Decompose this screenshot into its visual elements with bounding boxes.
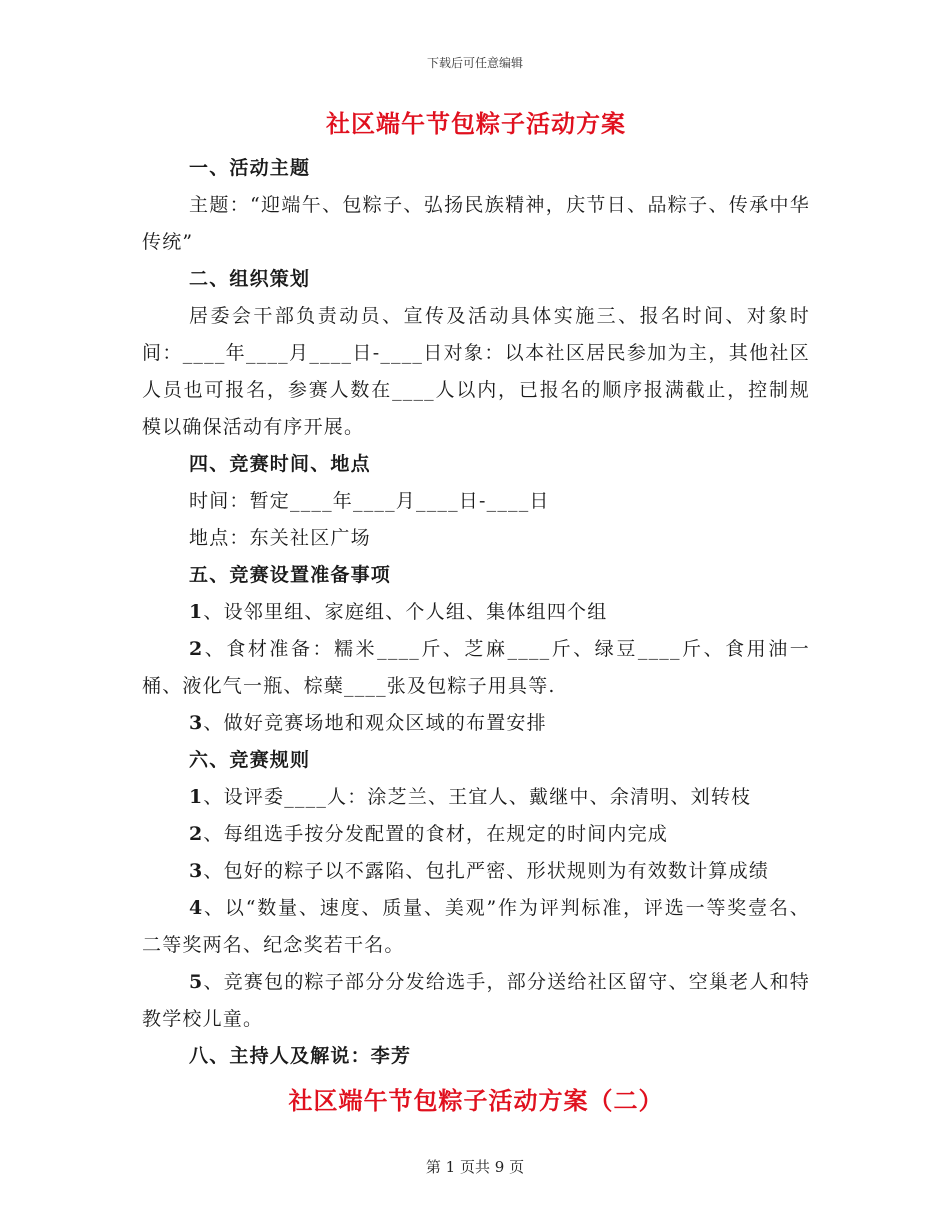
- item-number: 4: [189, 897, 204, 919]
- section-6-item-5: [142, 964, 810, 1038]
- item-text: 、食材准备：糯米____斤、芝麻____斤、绿豆____斤、食用油一桶、液化气一瓶、棕蘖____张及包粽子用具等.: [142, 638, 810, 697]
- item-number: 5: [189, 971, 204, 993]
- section-5-heading: 五、竞赛设置准备事项: [189, 564, 392, 586]
- section-2-paragraph: 居委会干部负责动员、宣传及活动具体实施三、报名时间、对象时间：____年____月____日-____日对象：以本社区居民参加为主，其他社区人员也可报名，参赛人数在____人以内，已报名的顺序报满截止，控制规模以确保活动有序开展。: [142, 305, 810, 438]
- section-1-heading: 一、活动主题: [189, 157, 311, 179]
- section-5-item-3: [142, 705, 810, 742]
- item-number: 3: [189, 712, 204, 734]
- item-text: 、每组选手按分发配置的食材，在规定的时间内完成: [203, 823, 669, 845]
- page-footer: 第 1 页共 9 页: [425, 1158, 525, 1176]
- item-text: 、设邻里组、家庭组、个人组、集体组四个组: [203, 601, 608, 623]
- item-number: 1: [189, 601, 204, 623]
- section-5-item-2: [142, 631, 810, 705]
- section-6-heading: 六、竞赛规则: [189, 749, 311, 771]
- document-body: [142, 104, 810, 1127]
- item-number: 2: [189, 638, 204, 660]
- item-text: 、以“数量、速度、质量、美观”作为评判标准，评选一等奖壹名、二等奖两名、纪念奖若干名。: [142, 897, 810, 956]
- section-5-item-1: [142, 594, 810, 631]
- section-6-item-3: [142, 853, 810, 890]
- section-6-item-2: [142, 816, 810, 853]
- document-title-part-2: 社区端午节包粽子活动方案（二）: [288, 1086, 664, 1115]
- document-title: 社区端午节包粽子活动方案: [326, 109, 626, 138]
- section-4-place: 地点：东关社区广场: [189, 527, 371, 549]
- item-number: 1: [189, 786, 204, 808]
- section-4-time: 时间：暂定____年____月____日-____日: [189, 490, 550, 512]
- section-8-heading: 八、主持人及解说：李芳: [189, 1045, 412, 1067]
- page-header: 下载后可任意编辑: [426, 56, 523, 70]
- section-1-theme: 主题：“迎端午、包粽子、弘扬民族精神，庆节日、品粽子、传承中华传统”: [142, 194, 810, 253]
- item-text: 、做好竞赛场地和观众区域的布置安排: [203, 712, 547, 734]
- item-text: 、包好的粽子以不露陷、包扎严密、形状规则为有效数计算成绩: [203, 860, 770, 882]
- section-2-heading: 二、组织策划: [189, 268, 311, 290]
- section-6-item-4: [142, 890, 810, 964]
- section-4-heading: 四、竞赛时间、地点: [189, 453, 371, 475]
- item-text: 、竞赛包的粽子部分分发给选手，部分送给社区留守、空巢老人和特教学校儿童。: [142, 971, 810, 1030]
- item-number: 3: [189, 860, 204, 882]
- item-number: 2: [189, 823, 204, 845]
- item-text: 、设评委____人：涂芝兰、王宜人、戴继中、余清明、刘转枝: [203, 786, 752, 808]
- section-6-item-1: [142, 779, 810, 816]
